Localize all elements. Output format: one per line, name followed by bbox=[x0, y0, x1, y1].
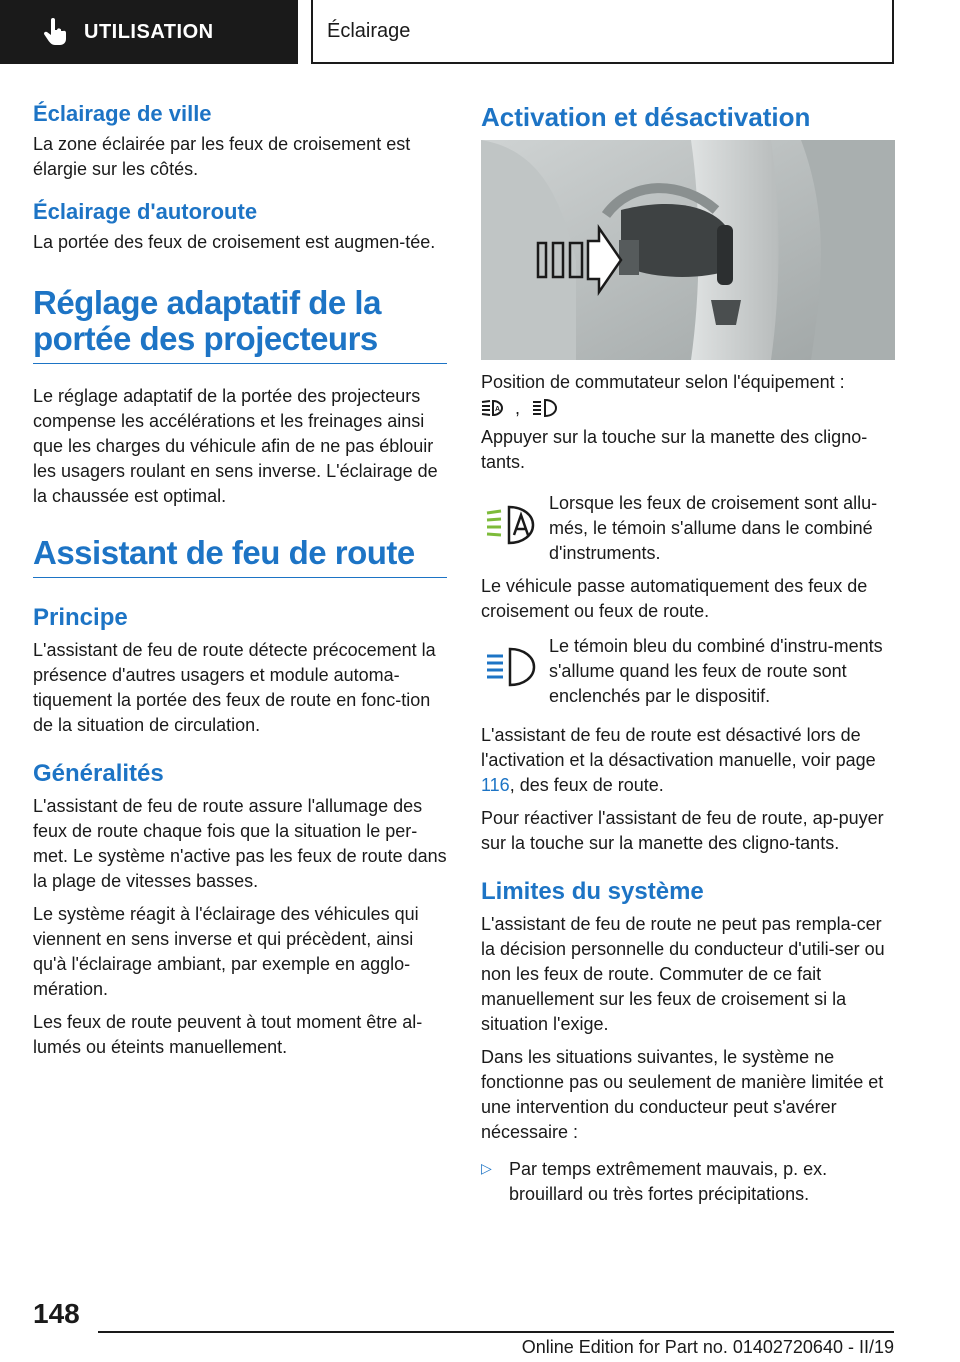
chapter-title: Éclairage bbox=[327, 19, 411, 42]
paragraph-limites-2: Dans les situations suivantes, le système ne fonctionne pas ou seulement de manière limitée et une intervention du conducteur peut s'avérer nécessaire : bbox=[481, 1047, 884, 1142]
bullet-text-1: Par temps extrêmement mauvais, p. ex. brouillard ou très fortes précipitations. bbox=[509, 1159, 828, 1204]
high-beam-assistant-icon bbox=[532, 397, 558, 419]
indicator-note-2 bbox=[481, 634, 895, 709]
paragraph-ville: La zone éclairée par les feux de croisement est élargie sur les côtés. bbox=[33, 134, 411, 179]
heading-limites: Limites du système bbox=[481, 878, 704, 905]
high-beam-assistant-a-indicator-icon bbox=[483, 499, 539, 549]
paragraph-principe: L'assistant de feu de route détecte précocement la présence d'autres usagers et module automa-tiquement la portée des feux de route en fonc-tion de la situation de circulation. bbox=[33, 640, 436, 735]
high-beam-indicator-icon bbox=[483, 642, 539, 692]
heading-eclairage-ville: Éclairage de ville bbox=[33, 101, 212, 126]
chapter-header bbox=[311, 0, 894, 64]
comma-separator: , bbox=[515, 397, 521, 418]
heading-principe: Principe bbox=[33, 604, 128, 631]
heading-assistant-feu-route: Assistant de feu de route bbox=[33, 535, 447, 578]
paragraph-indicator-2: Le témoin bleu du combiné d'instru-ments s'allume quand les feux de route sont enclenchés par le dispositif. bbox=[549, 636, 883, 706]
paragraph-reactiver: Pour réactiver l'assistant de feu de route, ap-puyer sur la touche sur la manette des cligno-tants. bbox=[481, 808, 884, 853]
photo-caption: Position de commutateur selon l'équipement : bbox=[481, 372, 845, 392]
paragraph-indicator-1: Lorsque les feux de croisement sont allu-més, le témoin s'allume dans le combiné d'instruments. bbox=[549, 493, 878, 563]
text-desactive-a: L'assistant de feu de route est désactivé lors de l'activation et la désactivation manuelle, voir page bbox=[481, 725, 876, 770]
page-number: 148 bbox=[33, 1298, 80, 1329]
list-item bbox=[481, 1157, 895, 1215]
svg-text:A: A bbox=[495, 406, 501, 413]
edition-footer: Online Edition for Part no. 01402720640 - II/19 bbox=[521, 1337, 894, 1357]
triangle-bullet-icon: ▷ bbox=[481, 1160, 492, 1176]
footer-divider bbox=[98, 1331, 894, 1333]
paragraph-autoroute: La portée des feux de croisement est augmen-tée. bbox=[33, 232, 436, 252]
heading-activation: Activation et désactivation bbox=[481, 102, 811, 132]
paragraph-generalites-2: Le système réagit à l'éclairage des véhicules qui viennent en sens inverse et qui précèdent, ainsi qu'à l'éclairage ambiant, par exemple en agglo-mération. bbox=[33, 904, 419, 999]
paragraph-desactive bbox=[481, 723, 895, 798]
turn-signal-stalk-photo bbox=[481, 140, 895, 360]
text-desactive-b: , des feux de route. bbox=[509, 775, 664, 795]
equipment-icons-row bbox=[481, 397, 895, 419]
paragraph-limites-1: L'assistant de feu de route ne peut pas rempla-cer la décision personnelle du conducteur d'utili-ser ou non les feux de route. Commuter de ce fait manuellement sur les feux de croisement si la situation l'exige. bbox=[481, 914, 885, 1034]
right-column bbox=[481, 100, 895, 1215]
section-label: UTILISATION bbox=[84, 20, 214, 43]
paragraph-generalites-1: L'assistant de feu de route assure l'allumage des feux de route chaque fois que la situation le per-met. Le système n'active pas les feux de route dans la plage de vitesses basses. bbox=[33, 796, 447, 891]
section-tab bbox=[0, 0, 298, 64]
heading-generalites: Généralités bbox=[33, 760, 164, 787]
indicator-note-1 bbox=[481, 491, 895, 566]
paragraph-generalites-3: Les feux de route peuvent à tout moment être al-lumés ou éteints manuellement. bbox=[33, 1012, 423, 1057]
left-column bbox=[33, 100, 447, 1068]
paragraph-appuyer: Appuyer sur la touche sur la manette des cligno-tants. bbox=[481, 427, 868, 472]
hand-pointer-icon bbox=[40, 17, 70, 47]
heading-reglage-adaptatif: Réglage adaptatif de la portée des projecteurs bbox=[33, 285, 447, 364]
page-reference-link[interactable]: 116 bbox=[481, 775, 510, 795]
heading-eclairage-autoroute: Éclairage d'autoroute bbox=[33, 199, 258, 224]
high-beam-assistant-a-icon bbox=[481, 397, 503, 419]
paragraph-passe: Le véhicule passe automatiquement des feux de croisement ou feux de route. bbox=[481, 576, 868, 621]
paragraph-reglage: Le réglage adaptatif de la portée des projecteurs compense les accélérations et les freinages ainsi que les charges du véhicule afin de ne pas éblouir les usagers roulant en sens inverse. L'éclairage de la chaussée est optimal. bbox=[33, 386, 438, 506]
